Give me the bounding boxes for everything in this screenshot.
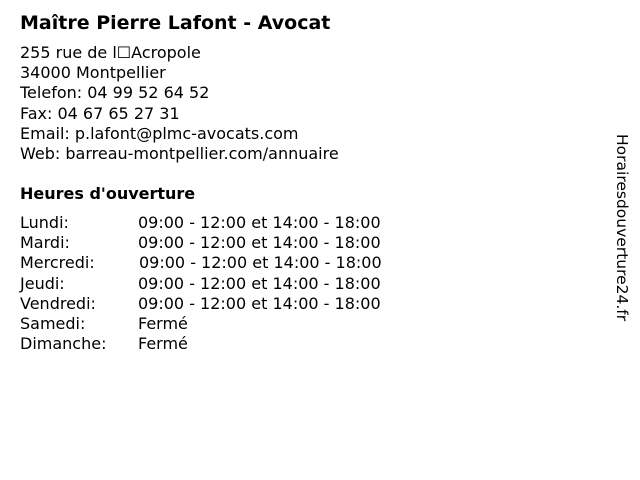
site-watermark: Horairesdouverture24.fr xyxy=(613,134,631,322)
day-hours: 09:00 - 12:00 et 14:00 - 18:00 xyxy=(138,293,381,313)
day-label: Samedi: xyxy=(20,313,86,333)
address-city: 34000 Montpellier xyxy=(20,63,166,83)
day-label: Dimanche: xyxy=(20,334,107,354)
day-hours: 09:00 - 12:00 et 14:00 - 18:00 xyxy=(139,253,382,273)
day-label: Mercredi: xyxy=(20,253,95,273)
day-label: Vendredi: xyxy=(20,293,96,313)
fax-number: Fax: 04 67 65 27 31 xyxy=(20,103,180,123)
day-label: Jeudi: xyxy=(20,273,65,293)
website: Web: barreau-montpellier.com/annuaire xyxy=(20,143,339,163)
day-hours: 09:00 - 12:00 et 14:00 - 18:00 xyxy=(138,273,381,293)
phone-number: Telefon: 04 99 52 64 52 xyxy=(20,83,210,103)
day-hours: Fermé xyxy=(138,334,188,354)
email-address: Email: p.lafont@plmc-avocats.com xyxy=(20,123,299,143)
page-title: Maître Pierre Lafont - Avocat xyxy=(20,12,331,34)
day-label: Mardi: xyxy=(20,233,70,253)
contact-block xyxy=(20,43,339,164)
day-hours: 09:00 - 12:00 et 14:00 - 18:00 xyxy=(138,213,381,232)
address-street: 255 rue de l☐Acropole xyxy=(20,43,201,62)
day-hours: 09:00 - 12:00 et 14:00 - 18:00 xyxy=(138,233,381,253)
hours-heading: Heures d'ouverture xyxy=(20,184,196,203)
day-label: Lundi: xyxy=(20,213,69,232)
day-hours: Fermé xyxy=(138,313,188,333)
